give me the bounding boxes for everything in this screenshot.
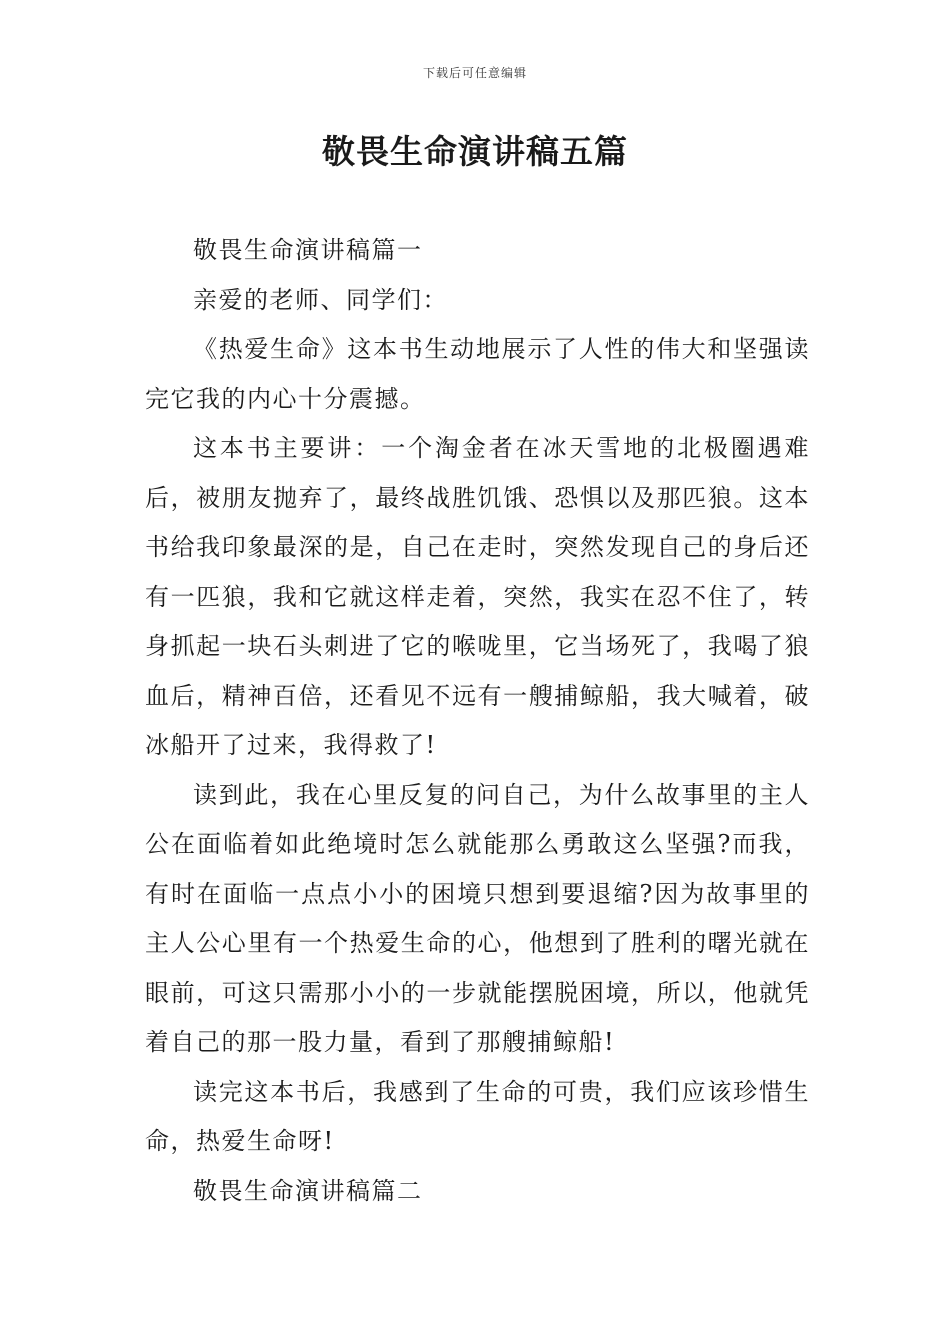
document-title: 敬畏生命演讲稿五篇 — [322, 132, 628, 171]
salutation: 亲爱的老师、同学们： — [193, 285, 448, 314]
body-paragraph: 这本书主要讲：一个淘金者在冰天雪地的北极圈遇难后，被朋友抛弃了，最终战胜饥饿、恐惧以及那匹狼。这本书给我印象最深的是，自己在走时，突然发现自己的身后还有一匹狼，我和它就这样走着，突然，我实在忍不住了，转身抓起一块石头刺进了它的喉咙里，它当场死了，我喝了狼血后，精神百倍，还看见不远有一艘捕鲸船，我大喊着，破冰船开了过来，我得救了! — [145, 434, 810, 759]
section-heading-2: 敬畏生命演讲稿篇二 — [193, 1176, 423, 1205]
body-paragraph: 读到此，我在心里反复的问自己，为什么故事里的主人公在面临着如此绝境时怎么就能那么勇敢这么坚强?而我，有时在面临一点点小小的困境只想到要退缩?因为故事里的主人公心里有一个热爱生命的心，他想到了胜利的曙光就在眼前，可这只需那小小的一步就能摆脱困境，所以，他就凭着自己的那一股力量，看到了那艘捕鲸船! — [145, 780, 810, 1056]
body-paragraph: 读完这本书后，我感到了生命的可贵，我们应该珍惜生命，热爱生命呀! — [145, 1077, 810, 1155]
section-heading-1: 敬畏生命演讲稿篇一 — [193, 236, 423, 264]
body-paragraph: 《热爱生命》这本书生动地展示了人性的伟大和坚强读完它我的内心十分震撼。 — [145, 335, 810, 413]
document-body — [145, 226, 810, 1216]
header-note: 下载后可任意编辑 — [422, 66, 527, 80]
